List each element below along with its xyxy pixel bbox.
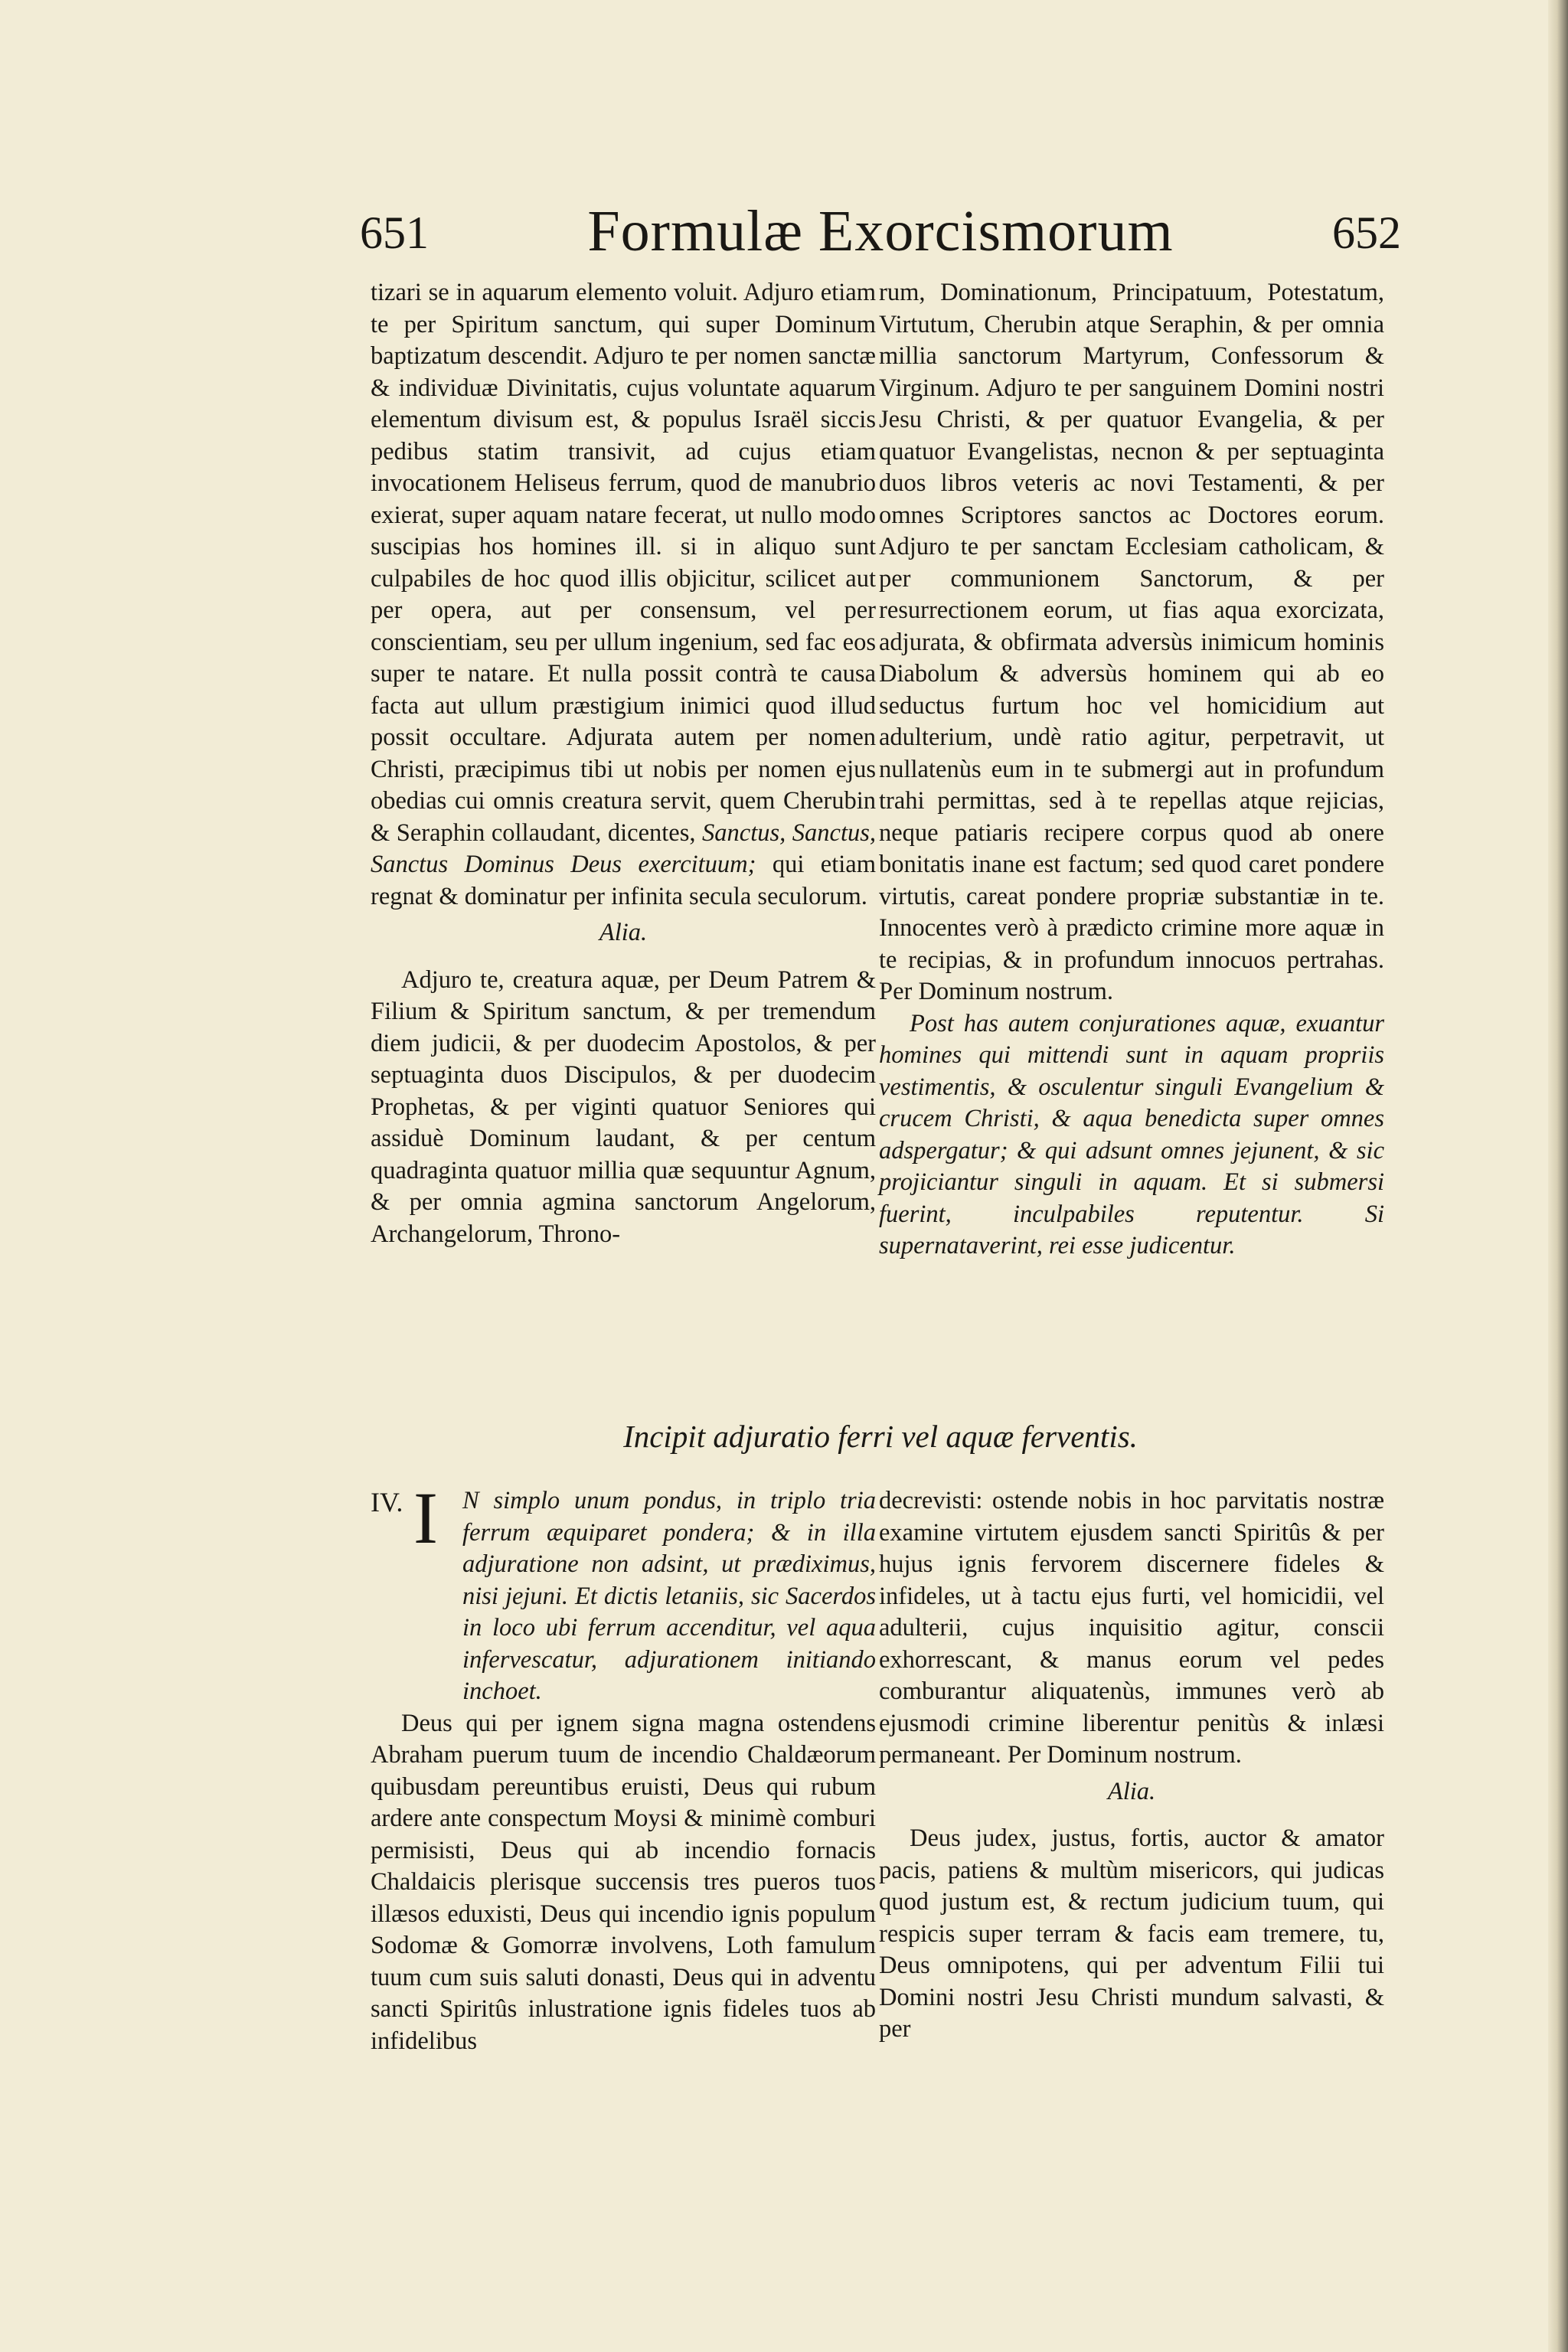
subheading-alia: Alia. [1107,1777,1156,1805]
section-heading: Incipit adjuratio ferri vel aquæ ferventis. [623,1419,1138,1454]
rubric-paragraph: N simplo unum pondus, in triplo tria ferrum æquiparet pondera; & in illa adjuratione non adsint, ut prædiximus, nisi jejuni. Et dictis letaniis, sic Sacerdos in loco ubi ferrum accenditur, vel aqua infervescatur, adjurationem initiando inchoet. [462,1487,876,1705]
page-number-left: 651 [360,207,429,258]
column-top-right [879,277,1384,1263]
page-header [360,201,1401,270]
paragraph: tizari se in aquarum elemento voluit. Adjuro etiam te per Spiritum sanctum, qui super Dominum baptizatum descendit. Adjuro te per nomen sanctæ & individuæ Divinitatis, cujus voluntate aquarum elementum divisum est, & populus Israël siccis pedibus statim transivit, ad cujus etiam invocationem Heliseus ferrum, quod de manubrio exierat, super aquam natare fecerat, ut nullo modo suscipias hos homines ill. si in aliquo sunt culpabiles de hoc quod illis objicitur, scilicet aut per opera, aut per consensum, vel per conscientiam, seu per ullum ingenium, sed fac eos super te natare. Et nulla possit contrà te causa facta aut ullum præstigium inimici quod illud possit occultare. Adjurata autem per nomen Christi, præcipimus tibi ut nobis per nomen ejus obedias cui omnis creatura servit, quem Cherubin & Seraphin collaudant, dicentes, Sanctus, Sanctus, Sanctus Dominus Deus exercituum; qui etiam regnat & dominatur per infinita secula seculorum. [371,279,876,910]
page-number-right: 652 [1332,207,1401,258]
column-top-left [371,277,876,1250]
column-bottom-left [371,1477,876,2057]
page-title: Formulæ Exorcismorum [587,199,1174,263]
paragraph: Deus qui per ignem signa magna ostendens Abraham puerum tuum de incendio Chaldæorum quibusdam pereuntibus eruisti, Deus qui rubum ardere ante conspectum Moysi & minimè comburi permisisti, Deus qui ab incendio fornacis Chaldaicis plerisque succensis tres pueros tuos illæsos eduxisti, Deus qui incendio ignis populum Sodomæ & Gomorræ involvens, Loth famulum tuum cum suis saluti donasti, Deus qui in adventu sancti Spiritûs inlustratione ignis fideles tuos ab infidelibus [371,1709,876,2055]
paragraph: Deus judex, justus, fortis, auctor & amator pacis, patiens & multùm misericors, qui judicas quod justum est, & rectum judicium tuum, qui respicis super terram & facis eam tremere, tu, Deus omnipotens, qui per adventum Filii tui Domini nostri Jesu Christi mundum salvasti, & per [879,1824,1384,2043]
book-spine-shadow [1548,0,1568,2352]
italic-quote: Sanctus, Sanctus, Sanctus Dominus Deus exercituum; [371,818,876,878]
rubric-paragraph: Post has autem conjurationes aquæ, exuantur homines qui mittendi sunt in aquam propriis vestimentis, & osculentur singuli Evangelium & crucem Christi, & aqua benedicta super omnes adspergatur; & qui adsunt omnes jejunent, & sic projiciantur singuli in aquam. Et si submersi fuerint, inculpabiles reputentur. Si supernataverint, rei esse judicentur. [879,1009,1384,1259]
section-number: IV. [371,1487,403,1517]
paragraph: rum, Dominationum, Principatuum, Potestatum, Virtutum, Cherubin atque Seraphin, & per omnia millia sanctorum Martyrum, Confessorum & Virginum. Adjuro te per sanguinem Domini nostri Jesu Christi, & per quatuor Evangelia, & per quatuor Evangelistas, necnon & per septuaginta duos libros veteris ac novi Testamenti, & per omnes Scriptores sanctos ac Doctores eorum. Adjuro te per sanctam Ecclesiam catholicam, & per communionem Sanctorum, & per resurrectionem eorum, ut fias aqua exorcizata, adjurata, & obfirmata adversùs inimicum hominis Diabolum & adversùs hominem qui ab eo seductus furtum hoc vel homicidium aut adulterium, undè ratio agitur, perpetravit, ut nullatenùs eum in te submergi aut in profundum trahi permittas, sed à te repellas atque rejicias, neque patiaris recipere corpus quod ab onere bonitatis inane est factum; sed quod caret pondere virtutis, careat pondere propriæ substantiæ in te. Innocentes verò à prædicto crimine more aquæ in te recipias, & in profundum innocuos pertrahas. Per Dominum nostrum. [879,279,1384,1005]
paragraph: decrevisti: ostende nobis in hoc parvitatis nostræ examine virtutem ejusdem sancti Spiritûs & per hujus ignis fervorem discernere fideles & infideles, ut à tactu ejus furti, vel homicidii, vel adulterii, cujus inquisitio agitur, conscii exhorrescant, & manus eorum vel pedes comburantur aliquatenùs, immunes verò ab ejusmodi crimine liberentur penitùs & inlæsi permaneant. Per Dominum nostrum. [879,1487,1384,1769]
paragraph: Adjuro te, creatura aquæ, per Deum Patrem & Filium & Spiritum sanctum, & per tremendum diem judicii, & per duodecim Apostolos, & per septuaginta duos Discipulos, & per duodecim Prophetas, & per viginti quatuor Seniores qui assiduè Dominum laudant, & per centum quadraginta quatuor millia quæ sequuntur Agnum, & per omnia agmina sanctorum Angelorum, Archangelorum, Throno- [371,965,876,1248]
section-opening [371,1477,876,1708]
subheading-alia: Alia. [599,919,648,946]
drop-cap: I [413,1477,438,1559]
column-bottom-right [879,1485,1384,2046]
